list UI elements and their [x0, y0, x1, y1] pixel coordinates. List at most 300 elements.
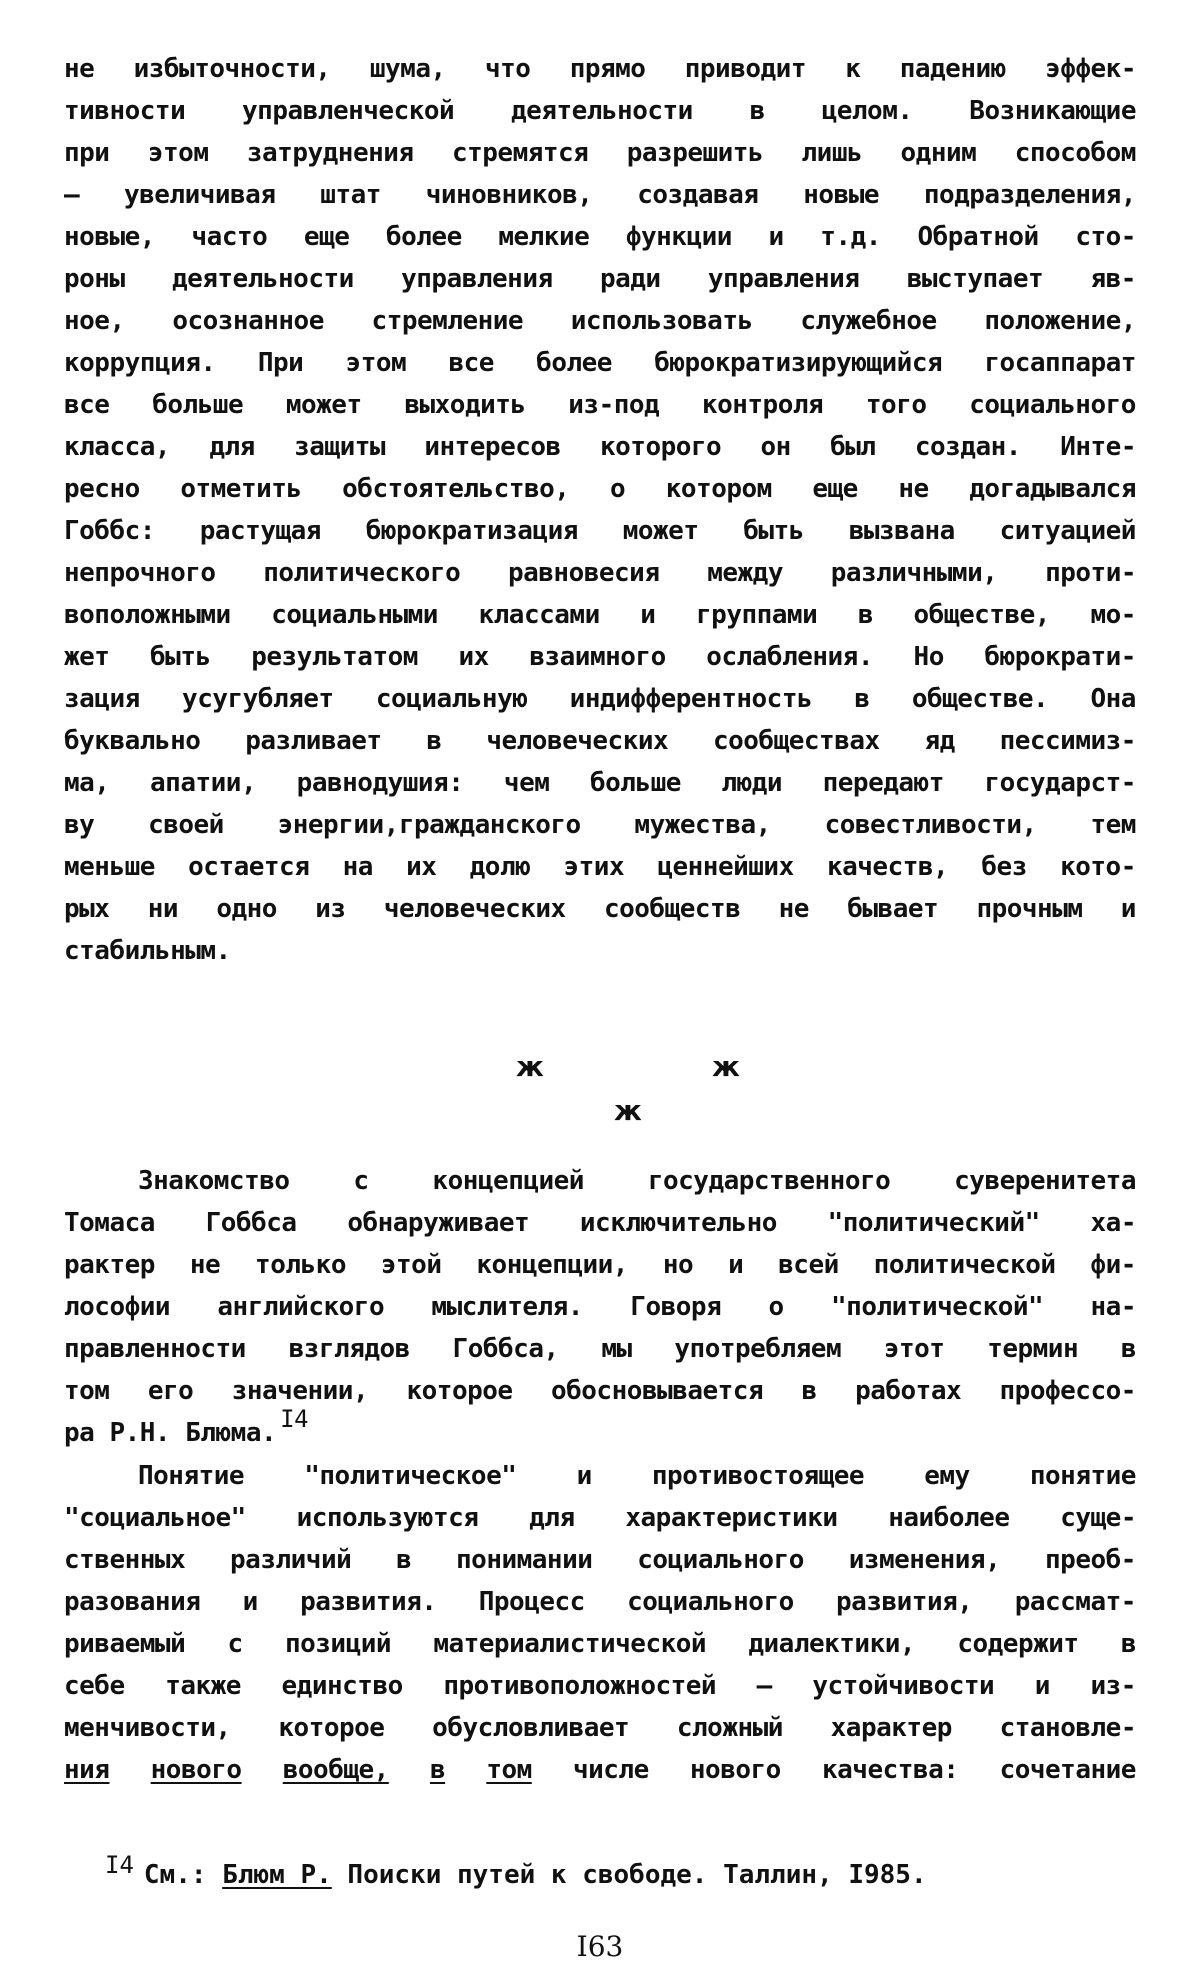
word: увеличивая	[123, 180, 276, 210]
word: взглядов	[288, 1334, 410, 1364]
word: различными,	[830, 558, 998, 588]
word: концепции,	[476, 1250, 628, 1280]
word: яв-	[1090, 264, 1136, 294]
word: отметить	[180, 474, 302, 504]
word: новые,	[64, 222, 155, 252]
word: прочным	[976, 894, 1083, 924]
word: Процесс	[478, 1587, 585, 1617]
word: апатии,	[150, 768, 257, 798]
text-line	[64, 174, 1136, 216]
word: Она	[1090, 684, 1136, 714]
word: еще	[303, 222, 350, 252]
text-line	[64, 1749, 1136, 1791]
word: с	[353, 1166, 369, 1196]
word: равнодушия:	[296, 768, 464, 798]
word: эффек-	[1045, 54, 1136, 84]
word: из	[315, 894, 346, 924]
text-line	[64, 1202, 1136, 1244]
word: остается	[188, 852, 310, 882]
word: которое	[278, 1713, 385, 1743]
word: меньше	[64, 852, 155, 882]
word: в	[749, 96, 765, 126]
word: может	[622, 516, 699, 546]
word: противоположностей	[443, 1671, 717, 1701]
word: "политический"	[827, 1208, 1040, 1238]
word: человеческих	[486, 726, 669, 756]
text-line	[64, 1455, 1136, 1497]
word: правленности	[64, 1334, 246, 1364]
text-line	[64, 1665, 1136, 1707]
word: ни	[147, 894, 179, 924]
word: в	[801, 1376, 817, 1406]
word: одним	[900, 138, 977, 168]
word: лософии	[64, 1292, 171, 1322]
word: также	[165, 1671, 241, 1701]
word: котором	[665, 474, 772, 504]
word: положение,	[984, 306, 1136, 336]
word: яд	[924, 726, 955, 756]
word: контроля	[701, 390, 824, 420]
word: классами	[478, 600, 600, 630]
word: ственных	[64, 1545, 186, 1575]
word: социальную	[375, 684, 528, 714]
word: понятие	[1029, 1461, 1136, 1491]
word: новые	[803, 180, 880, 210]
word: суще-	[1060, 1503, 1136, 1533]
page-number: I63	[576, 1930, 624, 1963]
word: разования	[64, 1587, 201, 1617]
text-line	[64, 804, 1136, 846]
word: создавая	[637, 180, 759, 210]
word: себе	[64, 1671, 125, 1701]
word: и	[576, 1461, 592, 1491]
text-line	[64, 132, 1136, 174]
paragraph-3	[64, 1455, 1136, 1791]
word: риваемый	[64, 1629, 186, 1659]
word: противостоящее	[651, 1461, 865, 1491]
word: мы	[601, 1334, 632, 1364]
word: обществе,	[913, 600, 1050, 630]
text-line	[64, 1707, 1136, 1749]
word: проти-	[1045, 558, 1136, 588]
word: "социальное"	[64, 1503, 246, 1533]
word: деятельности	[171, 264, 354, 294]
word: еще	[812, 474, 858, 504]
word: позиций	[284, 1629, 392, 1659]
word: диалектики,	[748, 1629, 916, 1659]
word: падению	[899, 54, 1006, 84]
word: обусловливает	[432, 1713, 630, 1743]
word: ослабления.	[706, 642, 873, 672]
word: ма,	[64, 768, 110, 798]
word: совестливости,	[824, 810, 1037, 840]
word: в	[426, 726, 442, 756]
word: политического	[263, 558, 461, 588]
word: Но	[913, 642, 944, 672]
word: из-	[1090, 1671, 1136, 1701]
word: развития.	[300, 1587, 437, 1617]
word: того	[865, 390, 927, 420]
word: исключительно	[579, 1208, 777, 1238]
word: этом	[147, 138, 209, 168]
footnote-prefix: См.:	[143, 1860, 207, 1890]
text-line: ра Р.Н. Блюма. I4	[64, 1412, 1136, 1454]
word: рассмат-	[1014, 1587, 1136, 1617]
footnote-number: I4	[105, 1851, 134, 1879]
word: своей	[148, 810, 224, 840]
word: одно	[216, 894, 277, 924]
word: ценнейших	[657, 852, 794, 882]
word: с	[227, 1629, 243, 1659]
word: приводит	[684, 54, 806, 84]
word: лишь	[801, 138, 863, 168]
text-line	[64, 1160, 1136, 1202]
word: обнаруживает	[347, 1208, 530, 1238]
word: вообще,	[282, 1755, 389, 1785]
word: мужества,	[634, 810, 771, 840]
word: используются	[296, 1503, 479, 1533]
word: их	[458, 642, 489, 672]
word: для	[209, 432, 255, 462]
word: энергии,гражданского	[277, 810, 581, 840]
word: стремятся	[451, 138, 589, 168]
word: Понятие	[138, 1461, 245, 1491]
word: быть	[743, 516, 804, 546]
word: ву	[64, 810, 95, 840]
word: в	[854, 684, 870, 714]
word: содержит	[957, 1629, 1079, 1659]
word: чиновников,	[425, 180, 593, 210]
word: суверенитета	[954, 1166, 1136, 1196]
word: защиты	[294, 432, 386, 462]
word: сообществах	[712, 726, 880, 756]
word: часто	[191, 222, 268, 252]
word: бюрократизирующийся	[654, 348, 943, 378]
word: При	[257, 348, 304, 378]
text-line	[64, 48, 1136, 90]
word: социального	[637, 1545, 804, 1575]
word: на-	[1090, 1292, 1136, 1322]
word: нового	[150, 1755, 242, 1785]
text-line	[64, 636, 1136, 678]
word: из-под	[568, 390, 660, 420]
text-line	[64, 426, 1136, 468]
word: употребляем	[674, 1334, 842, 1364]
word: деятельности	[510, 96, 693, 126]
word: единство	[281, 1671, 403, 1701]
text-line	[64, 1244, 1136, 1286]
word: и	[728, 1250, 744, 1280]
word: выступает	[906, 264, 1044, 294]
word: человеческих	[383, 894, 566, 924]
word: равновесия	[507, 558, 660, 588]
word: государственного	[647, 1166, 891, 1196]
word: Гоббса,	[452, 1334, 559, 1364]
word: мо-	[1090, 600, 1136, 630]
word: ния	[64, 1755, 110, 1785]
word: социальными	[271, 600, 438, 630]
word: термин	[987, 1334, 1079, 1364]
word: буквально	[64, 726, 201, 756]
word: только	[255, 1250, 346, 1280]
word: "политической"	[831, 1292, 1044, 1322]
word: в	[1120, 1629, 1136, 1659]
word: всей	[778, 1250, 839, 1280]
section-divider	[0, 1050, 1200, 1140]
word: социального	[627, 1587, 794, 1617]
text-line	[64, 846, 1136, 888]
footnote-reference: I4	[280, 1405, 309, 1433]
word: интересов	[424, 432, 561, 462]
word: люди	[721, 768, 783, 798]
word: о	[610, 474, 626, 504]
word: догадывался	[969, 474, 1136, 504]
paragraph-2	[64, 1160, 1136, 1454]
word: избыточности,	[133, 54, 331, 84]
footnote-citation: Поиски путей к свободе. Таллин, I985.	[347, 1860, 927, 1890]
word: индифферентность	[569, 684, 813, 714]
word: Говоря	[630, 1292, 722, 1322]
word: понимании	[456, 1545, 593, 1575]
word: материалистической	[433, 1629, 707, 1659]
word: Гоббса	[205, 1208, 297, 1238]
word: этой	[380, 1250, 442, 1280]
text-line	[64, 762, 1136, 804]
word: жет	[64, 642, 110, 672]
word: служебное	[800, 306, 937, 336]
word: Инте-	[1060, 432, 1136, 462]
text-line	[64, 678, 1136, 720]
word: и	[242, 1587, 258, 1617]
word: не	[64, 54, 95, 84]
word: функции	[625, 222, 732, 252]
word: в	[1120, 1334, 1136, 1364]
text-line	[64, 90, 1136, 132]
word: политической	[873, 1250, 1056, 1280]
word: качеств,	[826, 852, 949, 882]
footnote-author: Блюм Р.	[222, 1860, 332, 1890]
word: профессо-	[999, 1376, 1136, 1406]
word: Обратной	[917, 222, 1039, 252]
word: роны	[64, 264, 125, 294]
word: "политическое"	[304, 1461, 517, 1491]
word: целом.	[821, 96, 913, 126]
divider-asterisk-right: ж	[712, 1050, 740, 1083]
word: коррупция.	[64, 348, 216, 378]
word: государст-	[984, 768, 1136, 798]
word: мыслителя.	[431, 1292, 583, 1322]
word: и	[768, 222, 784, 252]
paragraph-1	[64, 48, 1136, 972]
word: в	[429, 1755, 446, 1785]
text-line	[64, 510, 1136, 552]
word: между	[707, 558, 783, 588]
word: этих	[563, 852, 625, 882]
text-line	[64, 1539, 1136, 1581]
word: значении,	[231, 1376, 369, 1406]
text-line	[64, 1623, 1136, 1665]
word: прямо	[569, 54, 646, 84]
word: их	[406, 852, 437, 882]
text-line	[64, 720, 1136, 762]
word: преоб-	[1045, 1545, 1136, 1575]
word: Знакомство	[138, 1166, 290, 1196]
word: рактер	[64, 1250, 155, 1280]
text-line	[64, 468, 1136, 510]
text-line	[64, 1286, 1136, 1328]
word: более	[385, 222, 462, 252]
word: этом	[345, 348, 407, 378]
word: что	[484, 54, 531, 84]
word: не	[778, 894, 809, 924]
word: передают	[822, 768, 944, 798]
word: он	[760, 432, 791, 462]
text-line	[64, 1370, 1136, 1412]
word: обосновывается	[550, 1376, 764, 1406]
word: был	[830, 432, 876, 462]
word: характеристики	[625, 1503, 838, 1533]
word: сообществ	[603, 894, 741, 924]
text-line	[64, 1581, 1136, 1623]
word: управления	[401, 264, 553, 294]
word: способом	[1014, 138, 1136, 168]
text-line	[64, 594, 1136, 636]
word: сочетание	[999, 1755, 1136, 1785]
word: наиболее	[888, 1503, 1010, 1533]
word: более	[536, 348, 612, 378]
word: рых	[64, 894, 110, 924]
word: бывает	[847, 894, 939, 924]
word: все	[448, 348, 494, 378]
word: английского	[217, 1292, 385, 1322]
word: ситуацией	[999, 516, 1136, 546]
word: бюрократизация	[365, 516, 578, 546]
word: обществе.	[911, 684, 1049, 714]
word: к	[845, 54, 861, 84]
word: шума,	[369, 54, 446, 84]
word: ради	[599, 264, 661, 294]
word: качества:	[822, 1755, 959, 1785]
word: ему	[924, 1461, 970, 1491]
word: без	[981, 852, 1027, 882]
word: больше	[589, 768, 681, 798]
word: вызвана	[848, 516, 955, 546]
word: в	[396, 1545, 412, 1575]
word: социального	[969, 390, 1136, 420]
text-line	[64, 552, 1136, 594]
word: чем	[503, 768, 550, 798]
word: которое	[406, 1376, 513, 1406]
word: управления	[707, 264, 860, 294]
word: сложный	[676, 1713, 783, 1743]
text-line	[64, 888, 1136, 930]
word: бюрократи-	[984, 642, 1136, 672]
word: –	[756, 1671, 772, 1701]
word: результатом	[251, 642, 418, 672]
word: все	[64, 390, 110, 420]
word: стремление	[371, 306, 524, 336]
word: для	[529, 1503, 575, 1533]
word: развития,	[836, 1587, 973, 1617]
word: устойчивости	[812, 1671, 995, 1701]
word: обстоятельство,	[342, 474, 570, 504]
word: –	[64, 180, 80, 210]
word: на	[342, 852, 373, 882]
word: разливает	[245, 726, 382, 756]
word: и	[1034, 1671, 1050, 1701]
word: тем	[1090, 810, 1136, 840]
word: тивности	[64, 96, 186, 126]
word: штат	[320, 180, 381, 210]
word: менчивости,	[64, 1713, 231, 1743]
word: Гоббс:	[64, 516, 155, 546]
word: в	[857, 600, 873, 630]
word: нового	[689, 1755, 781, 1785]
word: класса,	[64, 432, 171, 462]
word: характер	[830, 1713, 952, 1743]
word: подразделения,	[923, 180, 1136, 210]
word: т.д.	[820, 222, 881, 252]
word: непрочного	[64, 558, 216, 588]
word: но	[662, 1250, 694, 1280]
text-line	[64, 300, 1136, 342]
word: разрешить	[626, 138, 764, 168]
word: том	[486, 1755, 532, 1785]
word: больше	[152, 390, 244, 420]
word: использовать	[570, 306, 753, 336]
word: может	[285, 390, 362, 420]
word: осознанное	[172, 306, 324, 336]
word: воположными	[64, 600, 231, 630]
word: зация	[64, 684, 140, 714]
word: долю	[469, 852, 531, 882]
word: Возникающие	[969, 96, 1136, 126]
text-line	[64, 342, 1136, 384]
word: становле-	[999, 1713, 1136, 1743]
word: управленческой	[242, 96, 455, 126]
word: кото-	[1060, 852, 1136, 882]
word: концепцией	[432, 1166, 584, 1196]
word: мелкие	[498, 222, 590, 252]
word: сто-	[1075, 222, 1136, 252]
word: госаппарат	[984, 348, 1136, 378]
word: которого	[599, 432, 722, 462]
text-line	[64, 1328, 1136, 1370]
word: о	[768, 1292, 784, 1322]
word: работах	[855, 1376, 962, 1406]
word: при	[64, 138, 110, 168]
word: пессимиз-	[999, 726, 1136, 756]
word: не	[189, 1250, 221, 1280]
word: и	[1120, 894, 1136, 924]
word: различий	[230, 1545, 352, 1575]
word: создан.	[914, 432, 1021, 462]
text-line	[64, 1497, 1136, 1539]
word: Томаса	[64, 1208, 155, 1238]
word: его	[147, 1376, 194, 1406]
word: быть	[150, 642, 211, 672]
word: взаимного	[529, 642, 666, 672]
text-line	[64, 258, 1136, 300]
text-line	[64, 384, 1136, 426]
word: затруднения	[246, 138, 414, 168]
footnote	[105, 1851, 927, 1890]
word: том	[64, 1376, 110, 1406]
text-line: стабильным.	[64, 936, 231, 966]
word: и	[640, 600, 656, 630]
word: фи-	[1090, 1250, 1136, 1280]
divider-asterisk-left: ж	[516, 1050, 544, 1083]
